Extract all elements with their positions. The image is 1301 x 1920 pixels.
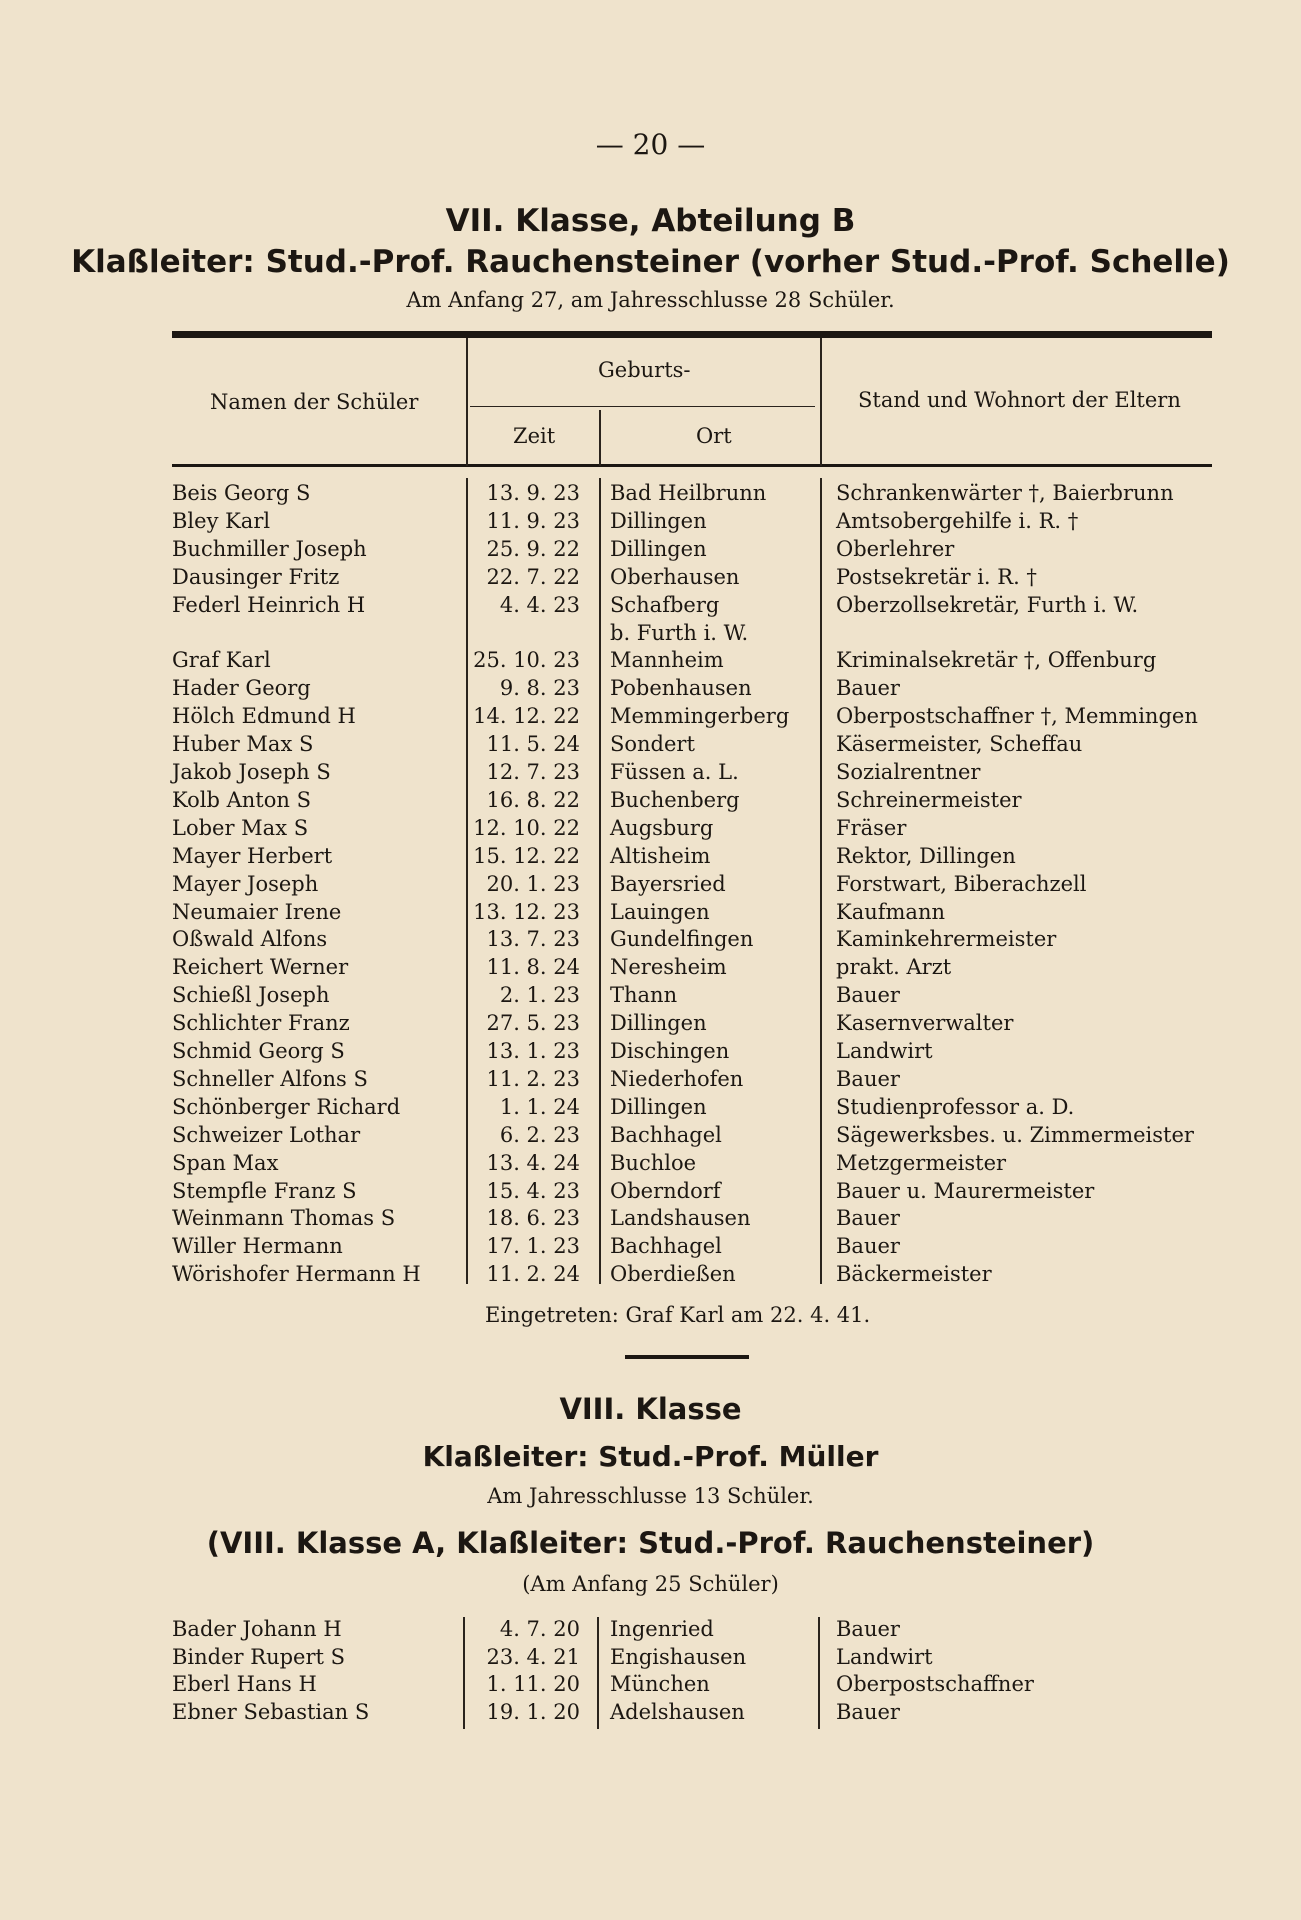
birth-date: 15. 12. 22 <box>473 843 580 868</box>
birth-date: 11. 9. 23 <box>486 508 580 533</box>
birth-place: Ingenried <box>610 1617 714 1641</box>
table-row <box>0 1700 1301 1728</box>
birth-date: 13. 7. 23 <box>486 927 580 952</box>
birth-place: Adelshausen <box>610 1699 745 1724</box>
birth-place: Sondert <box>610 732 695 757</box>
student-name: Schlichter Franz <box>172 1011 350 1036</box>
student-name: Beis Georg S <box>172 481 311 505</box>
table-row <box>0 1179 1301 1207</box>
table-row <box>0 509 1301 537</box>
student-name: Hölch Edmund H <box>172 704 356 729</box>
birth-place: Niederhofen <box>610 1066 744 1091</box>
student-name: Schneller Alfons S <box>172 1066 368 1091</box>
table-row <box>0 565 1301 593</box>
birth-place: Bad Heilbrunn <box>610 481 767 505</box>
birth-date: 13. 4. 24 <box>486 1150 580 1175</box>
birth-date: 12. 7. 23 <box>486 760 580 784</box>
parent-occupation: prakt. Arzt <box>836 955 952 980</box>
parent-occupation: Kaufmann <box>836 899 945 924</box>
student-name: Reichert Werner <box>172 955 349 980</box>
table-row <box>0 844 1301 872</box>
parent-occupation: Kaminkehrermeister <box>836 927 1057 952</box>
birth-date: 27. 5. 23 <box>486 1011 580 1036</box>
student-count: (Am Anfang 25 Schüler) <box>522 1572 779 1596</box>
parent-occupation: Oberpostschaffner <box>836 1672 1034 1696</box>
birth-place: Augsburg <box>610 815 714 840</box>
parent-occupation: Landwirt <box>836 1039 933 1063</box>
table-row <box>0 1262 1301 1290</box>
birth-date: 18. 6. 23 <box>486 1206 580 1231</box>
table-row <box>0 1234 1301 1262</box>
student-name: Binder Rupert S <box>172 1644 346 1669</box>
birth-place: Schafberg <box>610 592 720 617</box>
parent-occupation: Sozialrentner <box>836 760 981 784</box>
birth-date: 4. 7. 20 <box>499 1617 580 1641</box>
table-row <box>0 537 1301 565</box>
birth-place: Dillingen <box>610 1011 707 1036</box>
table-row <box>0 983 1301 1011</box>
parent-occupation: Käsermeister, Scheffau <box>836 732 1083 757</box>
birth-date: 11. 2. 23 <box>486 1066 580 1091</box>
col-divider <box>599 410 601 466</box>
section-subtitle: (VIII. Klasse A, Klaßleiter: Stud.-Prof. Rauchensteiner) <box>206 1526 1095 1560</box>
student-name: Hader Georg <box>172 676 311 701</box>
table-row <box>0 955 1301 983</box>
birth-place: Engishausen <box>610 1644 747 1669</box>
birth-date: 2. 1. 23 <box>499 983 580 1008</box>
table-row <box>0 872 1301 900</box>
page-number: — 20 — <box>595 128 706 161</box>
birth-place: Lauingen <box>610 899 710 924</box>
parent-occupation: Bauer <box>836 1066 900 1091</box>
student-name: Stempfle Franz S <box>172 1178 357 1203</box>
table-row <box>0 1206 1301 1234</box>
student-name: Bley Karl <box>172 508 271 533</box>
student-count: Am Anfang 27, am Jahresschlusse 28 Schüler. <box>406 288 895 312</box>
student-name: Oßwald Alfons <box>172 927 328 952</box>
student-name: Mayer Herbert <box>172 843 333 868</box>
birth-place: Altisheim <box>610 843 711 868</box>
birth-place: Gundelfingen <box>610 927 754 952</box>
table-row <box>0 676 1301 704</box>
parent-occupation: Postsekretär i. R. † <box>836 564 1037 589</box>
birth-place: Buchloe <box>610 1150 697 1175</box>
birth-date: 22. 7. 22 <box>486 564 580 589</box>
birth-date: 13. 9. 23 <box>486 481 580 505</box>
parent-occupation: Bauer <box>836 1617 900 1641</box>
birth-date: 15. 4. 23 <box>486 1178 580 1203</box>
parent-occupation: Schrankenwärter †, Baierbrunn <box>836 481 1174 505</box>
birth-place: Oberndorf <box>610 1178 721 1203</box>
entry-note: Eingetreten: Graf Karl am 22. 4. 41. <box>485 1303 871 1327</box>
table-row <box>0 1039 1301 1067</box>
birth-date: 11. 2. 24 <box>486 1262 580 1287</box>
student-name: Weinmann Thomas S <box>172 1206 396 1231</box>
birth-date: 4. 4. 23 <box>499 592 580 617</box>
student-name: Federl Heinrich H <box>172 592 366 617</box>
parent-occupation: Rektor, Dillingen <box>836 843 1016 868</box>
table-row <box>0 1645 1301 1673</box>
header-names: Namen der Schüler <box>210 390 419 414</box>
parent-occupation: Kriminalsekretär †, Offenburg <box>836 648 1157 673</box>
section-divider <box>625 1355 749 1359</box>
parent-occupation: Fräser <box>836 815 907 840</box>
birth-place: Mannheim <box>610 648 724 673</box>
birth-place: Bayersried <box>610 871 726 896</box>
birth-date: 23. 4. 21 <box>486 1644 580 1669</box>
student-name: Graf Karl <box>172 648 271 673</box>
student-name: Wörishofer Hermann H <box>172 1262 421 1287</box>
birth-place: Pobenhausen <box>610 676 752 701</box>
student-name: Schweizer Lothar <box>172 1122 361 1147</box>
student-name: Span Max <box>172 1150 279 1175</box>
parent-occupation: Metzgermeister <box>836 1150 1007 1175</box>
table-top-rule <box>172 331 1212 338</box>
student-name: Willer Hermann <box>172 1234 343 1259</box>
table-row <box>0 1151 1301 1179</box>
birth-place: Bachhagel <box>610 1122 722 1147</box>
table-row <box>0 704 1301 732</box>
birth-place: Neresheim <box>610 955 727 980</box>
birth-date: 11. 8. 24 <box>486 955 580 980</box>
parent-occupation: Bauer <box>836 1206 900 1231</box>
table-row <box>0 900 1301 928</box>
student-name: Ebner Sebastian S <box>172 1699 370 1724</box>
birth-date: 16. 8. 22 <box>486 787 580 812</box>
table-row <box>0 1672 1301 1700</box>
student-name: Kolb Anton S <box>172 787 311 812</box>
class-leader: Klaßleiter: Stud.-Prof. Müller <box>422 1440 879 1473</box>
birth-place: Oberdießen <box>610 1262 736 1287</box>
header-ort: Ort <box>696 424 732 448</box>
parent-occupation: Bauer u. Maurermeister <box>836 1178 1095 1203</box>
birth-place: Thann <box>610 983 678 1008</box>
table-row <box>0 1095 1301 1123</box>
table-row <box>0 648 1301 676</box>
birth-date: 6. 2. 23 <box>499 1122 580 1147</box>
birth-date: 17. 1. 23 <box>486 1234 580 1259</box>
parent-occupation: Studienprofessor a. D. <box>836 1094 1075 1119</box>
student-count: Am Jahresschlusse 13 Schüler. <box>487 1484 814 1508</box>
birth-date: 25. 9. 22 <box>486 536 580 561</box>
birth-place: Landshausen <box>610 1206 751 1231</box>
section-title: VIII. Klasse <box>559 1392 742 1426</box>
birth-place: Dillingen <box>610 1094 707 1119</box>
birth-place: Buchenberg <box>610 787 740 812</box>
student-name: Schmid Georg S <box>172 1039 345 1063</box>
parent-occupation: Bauer <box>836 676 900 701</box>
student-name: Eberl Hans H <box>172 1672 317 1696</box>
student-name: Huber Max S <box>172 732 314 757</box>
birth-date: 9. 8. 23 <box>499 676 580 701</box>
birth-date: 12. 10. 22 <box>473 815 580 840</box>
birth-place: München <box>610 1672 710 1696</box>
student-name: Jakob Joseph S <box>172 760 331 784</box>
table-row <box>0 621 1301 649</box>
col-divider <box>466 338 468 466</box>
col-divider <box>820 338 822 466</box>
birth-date: 20. 1. 23 <box>486 871 580 896</box>
table-row <box>0 927 1301 955</box>
table-row <box>0 816 1301 844</box>
birth-date: 13. 1. 23 <box>486 1039 580 1063</box>
parent-occupation: Bauer <box>836 1234 900 1259</box>
table-row <box>0 1123 1301 1151</box>
birth-date: 1. 1. 24 <box>499 1094 580 1119</box>
table-row <box>0 1011 1301 1039</box>
birth-place: Oberhausen <box>610 564 740 589</box>
birth-date: 14. 12. 22 <box>473 704 580 729</box>
parent-occupation: Bauer <box>836 983 900 1008</box>
parent-occupation: Bauer <box>836 1699 900 1724</box>
student-name: Mayer Joseph <box>172 871 319 896</box>
table-row <box>0 481 1301 509</box>
parent-occupation: Schreinermeister <box>836 787 1022 812</box>
parent-occupation: Kasernverwalter <box>836 1011 1014 1036</box>
table-row <box>0 1067 1301 1095</box>
table-row <box>0 788 1301 816</box>
header-bottom-rule <box>172 464 1212 467</box>
table-row <box>0 760 1301 788</box>
parent-occupation: Forstwart, Biberachzell <box>836 871 1087 896</box>
birth-place: Dillingen <box>610 536 707 561</box>
student-name: Lober Max S <box>172 815 309 840</box>
header-zeit: Zeit <box>513 424 556 448</box>
birth-date: 11. 5. 24 <box>486 732 580 757</box>
birth-place: Füssen a. L. <box>610 760 739 784</box>
header-geburts: Geburts- <box>598 358 691 382</box>
parent-occupation: Oberzollsekretär, Furth i. W. <box>836 592 1139 617</box>
birth-date: 19. 1. 20 <box>486 1699 580 1724</box>
table-row <box>0 732 1301 760</box>
parent-occupation: Amtsobergehilfe i. R. † <box>836 508 1079 533</box>
birth-date: 1. 11. 20 <box>486 1672 580 1696</box>
parent-occupation: Oberpostschaffner †, Memmingen <box>836 704 1198 729</box>
student-name: Buchmiller Joseph <box>172 536 367 561</box>
header-subrule <box>470 406 815 407</box>
parent-occupation: Oberlehrer <box>836 536 955 561</box>
student-name: Dausinger Fritz <box>172 564 340 589</box>
parent-occupation: Landwirt <box>836 1644 933 1669</box>
birth-place: Dischingen <box>610 1039 730 1063</box>
section-title: VII. Klasse, Abteilung B <box>445 203 856 239</box>
student-name: Neumaier Irene <box>172 899 342 924</box>
birth-place: Memmingerberg <box>610 704 790 729</box>
header-stand: Stand und Wohnort der Eltern <box>858 388 1181 412</box>
student-name: Schießl Joseph <box>172 983 330 1008</box>
birth-place: Dillingen <box>610 508 707 533</box>
table-row <box>0 1617 1301 1645</box>
birth-date: 13. 12. 23 <box>473 899 580 924</box>
parent-occupation: Sägewerksbes. u. Zimmermeister <box>836 1122 1194 1147</box>
student-name: Schönberger Richard <box>172 1094 401 1119</box>
birth-place: Bachhagel <box>610 1234 722 1259</box>
student-name: Bader Johann H <box>172 1617 342 1641</box>
birth-date: 25. 10. 23 <box>473 648 580 673</box>
parent-occupation: Bäckermeister <box>836 1262 992 1287</box>
class-leader: Klaßleiter: Stud.-Prof. Rauchensteiner (vorher Stud.-Prof. Schelle) <box>71 244 1230 280</box>
birth-place: b. Furth i. W. <box>610 620 749 645</box>
table-row <box>0 593 1301 621</box>
